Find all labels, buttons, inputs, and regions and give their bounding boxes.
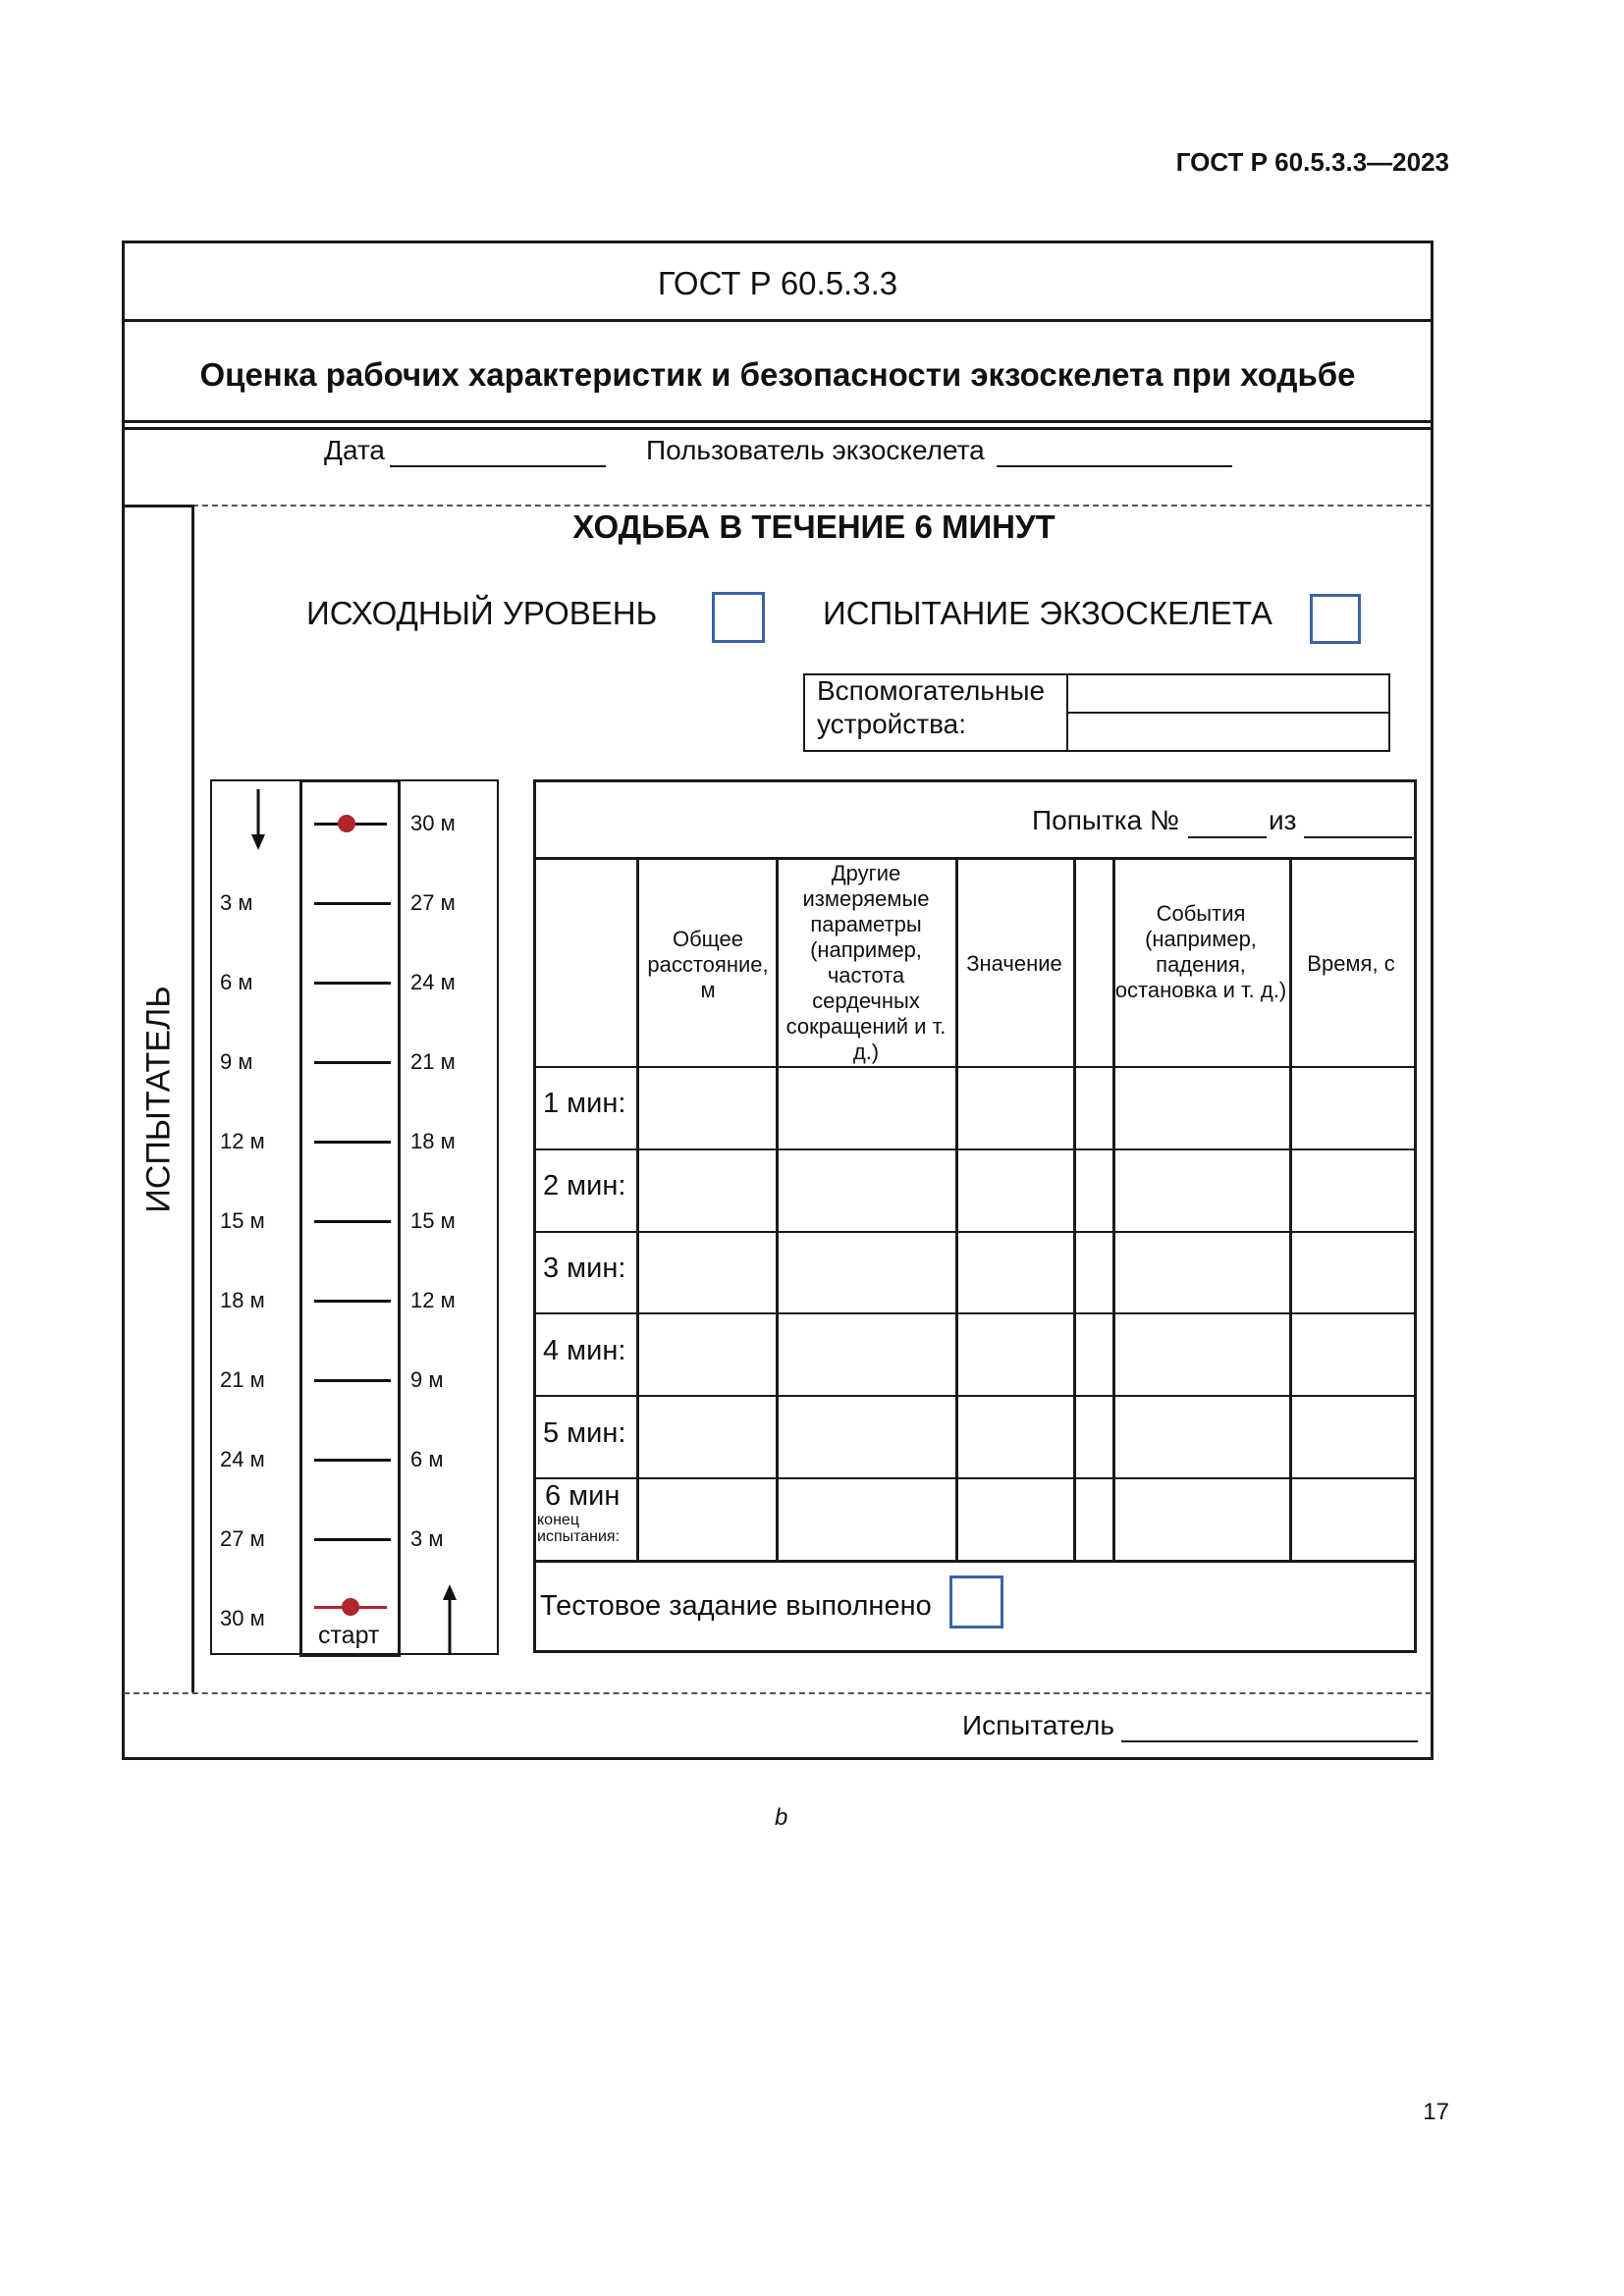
attempt-total-field[interactable] xyxy=(1304,836,1412,838)
track-tick xyxy=(314,982,391,985)
track-tick xyxy=(314,902,391,905)
track-tick xyxy=(314,1300,391,1303)
track-tick xyxy=(314,1379,391,1382)
track-label-left: 27 м xyxy=(220,1526,265,1551)
start-label: старт xyxy=(318,1622,380,1649)
arrow-down-icon xyxy=(251,789,265,855)
track-label-right: 3 м xyxy=(410,1526,444,1551)
figure-caption: b xyxy=(775,1804,788,1831)
date-label: Дата xyxy=(324,435,386,465)
col-header-params: Другие измеряемые параметры (например, частота сердечных сокращений и т. д.) xyxy=(785,861,947,1064)
attempt-label: Попытка № xyxy=(1032,805,1180,835)
track-label-right: 30 м xyxy=(410,811,456,835)
dashed-divider xyxy=(124,1692,1432,1694)
table-divider xyxy=(533,1560,1417,1563)
track-tick xyxy=(314,1220,391,1223)
track-label-right: 9 м xyxy=(410,1367,444,1392)
table-col-line xyxy=(1112,858,1115,1561)
col-header-distance: Общее расстояние, м xyxy=(647,927,769,1002)
row-label-6: 6 мин xyxy=(545,1480,621,1512)
table-row-line xyxy=(533,1066,1417,1068)
col-header-value: Значение xyxy=(966,951,1062,976)
row-label-6-sub: конец xyxy=(537,1512,579,1528)
date-field[interactable] xyxy=(390,465,606,467)
exo-test-label: ИСПЫТАНИЕ ЭКЗОСКЕЛЕТА xyxy=(823,595,1272,631)
track-label-left: 21 м xyxy=(220,1367,265,1392)
dashed-divider xyxy=(192,505,1432,507)
track-label-left: 3 м xyxy=(220,890,253,915)
aux-field-1[interactable] xyxy=(1070,675,1388,711)
track-tick xyxy=(314,1459,391,1462)
track-label-left: 30 м xyxy=(220,1606,265,1630)
start-marker-icon xyxy=(342,1598,359,1616)
exo-test-checkbox[interactable] xyxy=(1310,594,1361,644)
table-row-line xyxy=(533,1148,1417,1150)
table-row-line xyxy=(533,1477,1417,1479)
table-col-line xyxy=(776,858,779,1561)
done-checkbox[interactable] xyxy=(949,1575,1003,1629)
done-label: Тестовое задание выполнено xyxy=(540,1590,932,1622)
baseline-checkbox[interactable] xyxy=(712,592,765,643)
table-divider xyxy=(533,857,1417,860)
col-header-events: События (например, падения, остановка и т. д.) xyxy=(1114,901,1287,1002)
aux-label: устройства: xyxy=(817,709,967,739)
track-label-left: 24 м xyxy=(220,1447,265,1471)
walk-title: ХОДЬБА В ТЕЧЕНИЕ 6 МИНУТ xyxy=(572,508,1056,545)
row-label: 3 мин: xyxy=(543,1253,626,1284)
track-label-left: 9 м xyxy=(220,1049,253,1074)
table-row-line xyxy=(533,1395,1417,1397)
standard-title: ГОСТ Р 60.5.3.3 xyxy=(657,265,898,301)
form-title: Оценка рабочих характеристик и безопасности экзоскелета при ходьбе xyxy=(199,356,1356,393)
row-label: 1 мин: xyxy=(543,1088,626,1119)
side-column-top xyxy=(122,505,193,507)
track-label-right: 18 м xyxy=(410,1129,456,1153)
track-label-right: 12 м xyxy=(410,1288,456,1312)
track-label-left: 6 м xyxy=(220,970,253,994)
page-number: 17 xyxy=(1423,2099,1449,2125)
aux-divider xyxy=(1066,712,1390,714)
finish-marker-icon xyxy=(338,815,355,832)
track-label-left: 15 м xyxy=(220,1208,265,1233)
track-label-right: 27 м xyxy=(410,890,456,915)
side-column-line xyxy=(191,505,194,1692)
track-label-left: 12 м xyxy=(220,1129,265,1153)
page-header: ГОСТ Р 60.5.3.3—2023 xyxy=(1175,147,1449,177)
aux-field-2[interactable] xyxy=(1070,715,1388,750)
track-tick xyxy=(314,1141,391,1144)
arrow-up-icon xyxy=(443,1584,457,1660)
track-label-right: 15 м xyxy=(410,1208,456,1233)
track-lane xyxy=(299,779,401,1657)
divider xyxy=(122,420,1434,423)
table-col-line xyxy=(955,858,958,1561)
track-tick xyxy=(314,1061,391,1064)
row-label: 2 мин: xyxy=(543,1170,626,1201)
track-label-left: 18 м xyxy=(220,1288,265,1312)
table-col-line xyxy=(1073,858,1076,1561)
track-label-right: 21 м xyxy=(410,1049,456,1074)
user-label: Пользователь экзоскелета xyxy=(646,435,985,465)
divider xyxy=(122,427,1434,430)
row-label-6-sub: испытания: xyxy=(537,1528,621,1545)
tester-signature-field[interactable] xyxy=(1121,1740,1418,1742)
track-label-right: 24 м xyxy=(410,970,456,994)
divider xyxy=(122,319,1434,322)
tester-label: Испытатель xyxy=(962,1710,1114,1740)
table-row-line xyxy=(533,1231,1417,1233)
track-tick xyxy=(314,1538,391,1541)
table-col-line xyxy=(1289,858,1292,1561)
baseline-label: ИСХОДНЫЙ УРОВЕНЬ xyxy=(306,595,658,631)
attempt-number-field[interactable] xyxy=(1188,836,1267,838)
track-label-right: 6 м xyxy=(410,1447,444,1471)
aux-label: Вспомогательные xyxy=(817,675,1046,706)
user-field[interactable] xyxy=(997,465,1232,467)
col-header-time: Время, с xyxy=(1307,951,1395,976)
attempt-of: из xyxy=(1269,805,1297,835)
side-label: ИСПЫТАТЕЛЬ xyxy=(139,986,178,1213)
row-label: 4 мин: xyxy=(543,1335,626,1366)
table-row-line xyxy=(533,1312,1417,1314)
row-label: 5 мин: xyxy=(543,1417,626,1449)
table-col-line xyxy=(636,858,639,1561)
